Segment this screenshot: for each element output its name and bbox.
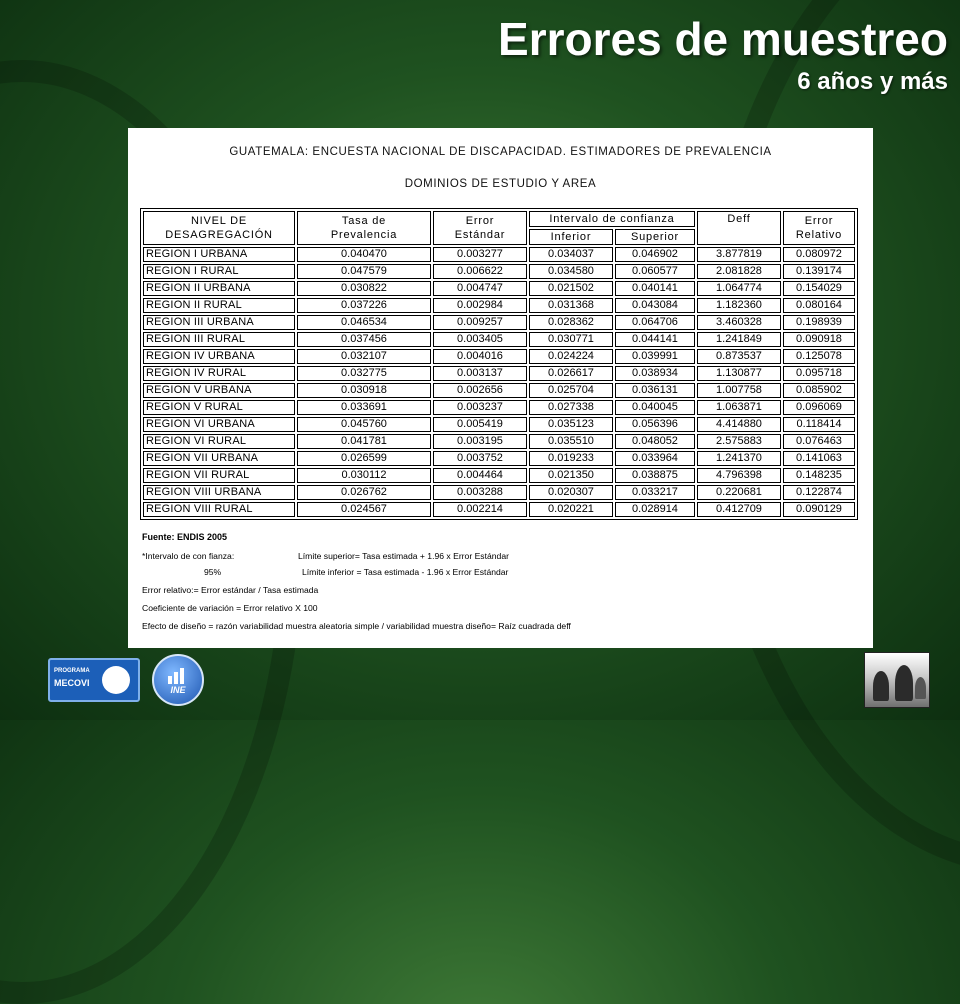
estimates-table bbox=[140, 208, 858, 520]
interval-upper: Límite superior= Tasa estimada + 1.96 x Error Estándar bbox=[298, 551, 509, 561]
cell-deff: 0.412709 bbox=[697, 502, 781, 517]
cell-deff: 1.007758 bbox=[697, 383, 781, 398]
cell-superior: 0.046902 bbox=[615, 247, 695, 262]
cell-deff: 3.460328 bbox=[697, 315, 781, 330]
cell-superior: 0.033217 bbox=[615, 485, 695, 500]
cell-relativo: 0.198939 bbox=[783, 315, 855, 330]
cell-relativo: 0.080164 bbox=[783, 298, 855, 313]
header-nivel bbox=[143, 211, 295, 245]
cell-deff: 1.064774 bbox=[697, 281, 781, 296]
cell-relativo: 0.122874 bbox=[783, 485, 855, 500]
table-body bbox=[143, 247, 855, 517]
person-silhouette-icon bbox=[873, 671, 889, 701]
header-relativo-line2: Relativo bbox=[795, 229, 843, 241]
table-row bbox=[143, 451, 855, 466]
interval-label: *Intervalo de con fianza: bbox=[142, 551, 235, 561]
cell-inferior: 0.026617 bbox=[529, 366, 613, 381]
table-row bbox=[143, 383, 855, 398]
cell-tasa: 0.030112 bbox=[297, 468, 431, 483]
cell-deff: 1.130877 bbox=[697, 366, 781, 381]
cell-error: 0.009257 bbox=[433, 315, 527, 330]
cell-region: REGION VII URBANA bbox=[143, 451, 295, 466]
cell-tasa: 0.041781 bbox=[297, 434, 431, 449]
cell-error: 0.003288 bbox=[433, 485, 527, 500]
table-row bbox=[143, 502, 855, 517]
cell-error: 0.003137 bbox=[433, 366, 527, 381]
cell-error: 0.004464 bbox=[433, 468, 527, 483]
cell-inferior: 0.035123 bbox=[529, 417, 613, 432]
header-nivel-line1: NIVEL DE bbox=[190, 215, 248, 227]
cell-relativo: 0.090129 bbox=[783, 502, 855, 517]
cell-region: REGION IV RURAL bbox=[143, 366, 295, 381]
header-inferior: Inferior bbox=[529, 229, 613, 245]
cell-tasa: 0.030918 bbox=[297, 383, 431, 398]
cell-superior: 0.033964 bbox=[615, 451, 695, 466]
table-row bbox=[143, 349, 855, 364]
mecovi-program-label: PROGRAMA bbox=[54, 668, 90, 674]
table-row bbox=[143, 468, 855, 483]
cell-relativo: 0.090918 bbox=[783, 332, 855, 347]
cell-error: 0.003237 bbox=[433, 400, 527, 415]
cell-inferior: 0.019233 bbox=[529, 451, 613, 466]
cell-inferior: 0.030771 bbox=[529, 332, 613, 347]
table-row bbox=[143, 434, 855, 449]
cell-relativo: 0.096069 bbox=[783, 400, 855, 415]
cell-error: 0.006622 bbox=[433, 264, 527, 279]
interval-lower: Límite inferior = Tasa estimada - 1.96 x Error Estándar bbox=[302, 567, 509, 577]
cell-tasa: 0.040470 bbox=[297, 247, 431, 262]
cell-superior: 0.038934 bbox=[615, 366, 695, 381]
cell-superior: 0.028914 bbox=[615, 502, 695, 517]
table-row bbox=[143, 485, 855, 500]
cell-tasa: 0.032107 bbox=[297, 349, 431, 364]
cell-deff: 0.220681 bbox=[697, 485, 781, 500]
cell-inferior: 0.034037 bbox=[529, 247, 613, 262]
cell-inferior: 0.034580 bbox=[529, 264, 613, 279]
cell-superior: 0.048052 bbox=[615, 434, 695, 449]
interval-level: 95% bbox=[204, 567, 222, 577]
cell-relativo: 0.095718 bbox=[783, 366, 855, 381]
cell-deff: 4.796398 bbox=[697, 468, 781, 483]
cell-error: 0.004016 bbox=[433, 349, 527, 364]
table-row bbox=[143, 315, 855, 330]
cell-region: REGION VIII URBANA bbox=[143, 485, 295, 500]
cell-inferior: 0.025704 bbox=[529, 383, 613, 398]
cell-region: REGION III URBANA bbox=[143, 315, 295, 330]
cell-region: REGION II URBANA bbox=[143, 281, 295, 296]
cell-superior: 0.040045 bbox=[615, 400, 695, 415]
table-row bbox=[143, 281, 855, 296]
cell-tasa: 0.026762 bbox=[297, 485, 431, 500]
mecovi-name-label: MECOVI bbox=[54, 678, 90, 688]
header-error-line1: Error bbox=[465, 215, 495, 227]
cell-region: REGION II RURAL bbox=[143, 298, 295, 313]
header-intervalo: Intervalo de confianza bbox=[529, 211, 695, 227]
wheelchair-icon bbox=[915, 677, 926, 699]
header-tasa-line1: Tasa de bbox=[341, 215, 387, 227]
cell-region: REGION I RURAL bbox=[143, 264, 295, 279]
cell-error: 0.002214 bbox=[433, 502, 527, 517]
header-tasa-line2: Prevalencia bbox=[330, 229, 398, 241]
slide-title: Errores de muestreo bbox=[498, 13, 948, 65]
cell-relativo: 0.076463 bbox=[783, 434, 855, 449]
relative-error-note: Error relativo:= Error estándar / Tasa estimada bbox=[142, 585, 319, 595]
cell-region: REGION III RURAL bbox=[143, 332, 295, 347]
cell-tasa: 0.032775 bbox=[297, 366, 431, 381]
cell-superior: 0.064706 bbox=[615, 315, 695, 330]
table-row bbox=[143, 298, 855, 313]
cell-error: 0.003752 bbox=[433, 451, 527, 466]
people-icon bbox=[102, 666, 130, 694]
header-deff: Deff bbox=[697, 211, 781, 245]
cell-region: REGION I URBANA bbox=[143, 247, 295, 262]
ine-name-label: INE bbox=[170, 685, 186, 695]
cell-region: REGION V URBANA bbox=[143, 383, 295, 398]
document-subtitle: DOMINIOS DE ESTUDIO Y AREA bbox=[404, 178, 597, 190]
cell-tasa: 0.030822 bbox=[297, 281, 431, 296]
cell-error: 0.002656 bbox=[433, 383, 527, 398]
cell-relativo: 0.080972 bbox=[783, 247, 855, 262]
cell-relativo: 0.141063 bbox=[783, 451, 855, 466]
header-superior: Superior bbox=[615, 229, 695, 245]
cell-relativo: 0.154029 bbox=[783, 281, 855, 296]
cell-inferior: 0.021350 bbox=[529, 468, 613, 483]
cell-tasa: 0.037226 bbox=[297, 298, 431, 313]
document-panel bbox=[128, 128, 873, 648]
cell-deff: 1.241370 bbox=[697, 451, 781, 466]
table-row bbox=[143, 247, 855, 262]
cell-tasa: 0.024567 bbox=[297, 502, 431, 517]
cell-error: 0.003277 bbox=[433, 247, 527, 262]
cell-deff: 1.241849 bbox=[697, 332, 781, 347]
header-nivel-line2: DESAGREGACIÓN bbox=[165, 229, 273, 241]
cell-region: REGION VIII RURAL bbox=[143, 502, 295, 517]
cell-inferior: 0.021502 bbox=[529, 281, 613, 296]
ine-logo bbox=[152, 654, 204, 706]
table-header-row bbox=[143, 211, 855, 227]
source-note: Fuente: ENDIS 2005 bbox=[142, 532, 228, 542]
person-silhouette-icon bbox=[895, 665, 913, 701]
cell-error: 0.002984 bbox=[433, 298, 527, 313]
cell-deff: 3.877819 bbox=[697, 247, 781, 262]
cell-region: REGION IV URBANA bbox=[143, 349, 295, 364]
bar-chart-icon bbox=[168, 666, 186, 684]
cell-inferior: 0.020221 bbox=[529, 502, 613, 517]
cell-inferior: 0.031368 bbox=[529, 298, 613, 313]
cell-deff: 2.081828 bbox=[697, 264, 781, 279]
cell-superior: 0.036131 bbox=[615, 383, 695, 398]
cell-error: 0.005419 bbox=[433, 417, 527, 432]
cell-relativo: 0.118414 bbox=[783, 417, 855, 432]
header-relativo-line1: Error bbox=[804, 215, 834, 227]
design-effect-note: Efecto de diseño = razón variabilidad muestra aleatoria simple / variabilidad muestra diseño= Raíz cuadrada deff bbox=[142, 621, 571, 631]
cell-superior: 0.056396 bbox=[615, 417, 695, 432]
cell-deff: 1.063871 bbox=[697, 400, 781, 415]
cell-tasa: 0.047579 bbox=[297, 264, 431, 279]
cell-inferior: 0.024224 bbox=[529, 349, 613, 364]
cell-inferior: 0.020307 bbox=[529, 485, 613, 500]
cell-tasa: 0.037456 bbox=[297, 332, 431, 347]
mecovi-logo bbox=[48, 658, 140, 702]
header-relativo bbox=[783, 211, 855, 245]
cell-deff: 2.575883 bbox=[697, 434, 781, 449]
cell-deff: 0.873537 bbox=[697, 349, 781, 364]
document-title: GUATEMALA: ENCUESTA NACIONAL DE DISCAPACIDAD. ESTIMADORES DE PREVALENCIA bbox=[229, 146, 772, 158]
cell-relativo: 0.148235 bbox=[783, 468, 855, 483]
cell-inferior: 0.027338 bbox=[529, 400, 613, 415]
cell-error: 0.003195 bbox=[433, 434, 527, 449]
cell-region: REGION VI RURAL bbox=[143, 434, 295, 449]
cell-deff: 1.182360 bbox=[697, 298, 781, 313]
variation-note: Coeficiente de variación = Error relativo X 100 bbox=[142, 603, 318, 613]
cell-superior: 0.043084 bbox=[615, 298, 695, 313]
table-row bbox=[143, 366, 855, 381]
people-photo bbox=[864, 652, 930, 708]
cell-deff: 4.414880 bbox=[697, 417, 781, 432]
cell-relativo: 0.085902 bbox=[783, 383, 855, 398]
cell-tasa: 0.046534 bbox=[297, 315, 431, 330]
slide-subtitle: 6 años y más bbox=[797, 68, 948, 95]
cell-region: REGION VII RURAL bbox=[143, 468, 295, 483]
table-row bbox=[143, 400, 855, 415]
header-error-line2: Estándar bbox=[454, 229, 506, 241]
cell-relativo: 0.139174 bbox=[783, 264, 855, 279]
cell-region: REGION VI URBANA bbox=[143, 417, 295, 432]
cell-superior: 0.060577 bbox=[615, 264, 695, 279]
cell-tasa: 0.033691 bbox=[297, 400, 431, 415]
cell-region: REGION V RURAL bbox=[143, 400, 295, 415]
table-row bbox=[143, 417, 855, 432]
cell-inferior: 0.035510 bbox=[529, 434, 613, 449]
table-row bbox=[143, 264, 855, 279]
cell-tasa: 0.045760 bbox=[297, 417, 431, 432]
table-row bbox=[143, 332, 855, 347]
cell-relativo: 0.125078 bbox=[783, 349, 855, 364]
cell-error: 0.004747 bbox=[433, 281, 527, 296]
header-tasa bbox=[297, 211, 431, 245]
cell-tasa: 0.026599 bbox=[297, 451, 431, 466]
cell-inferior: 0.028362 bbox=[529, 315, 613, 330]
cell-superior: 0.039991 bbox=[615, 349, 695, 364]
cell-error: 0.003405 bbox=[433, 332, 527, 347]
header-error bbox=[433, 211, 527, 245]
cell-superior: 0.040141 bbox=[615, 281, 695, 296]
cell-superior: 0.044141 bbox=[615, 332, 695, 347]
cell-superior: 0.038875 bbox=[615, 468, 695, 483]
slide-header bbox=[498, 12, 948, 96]
